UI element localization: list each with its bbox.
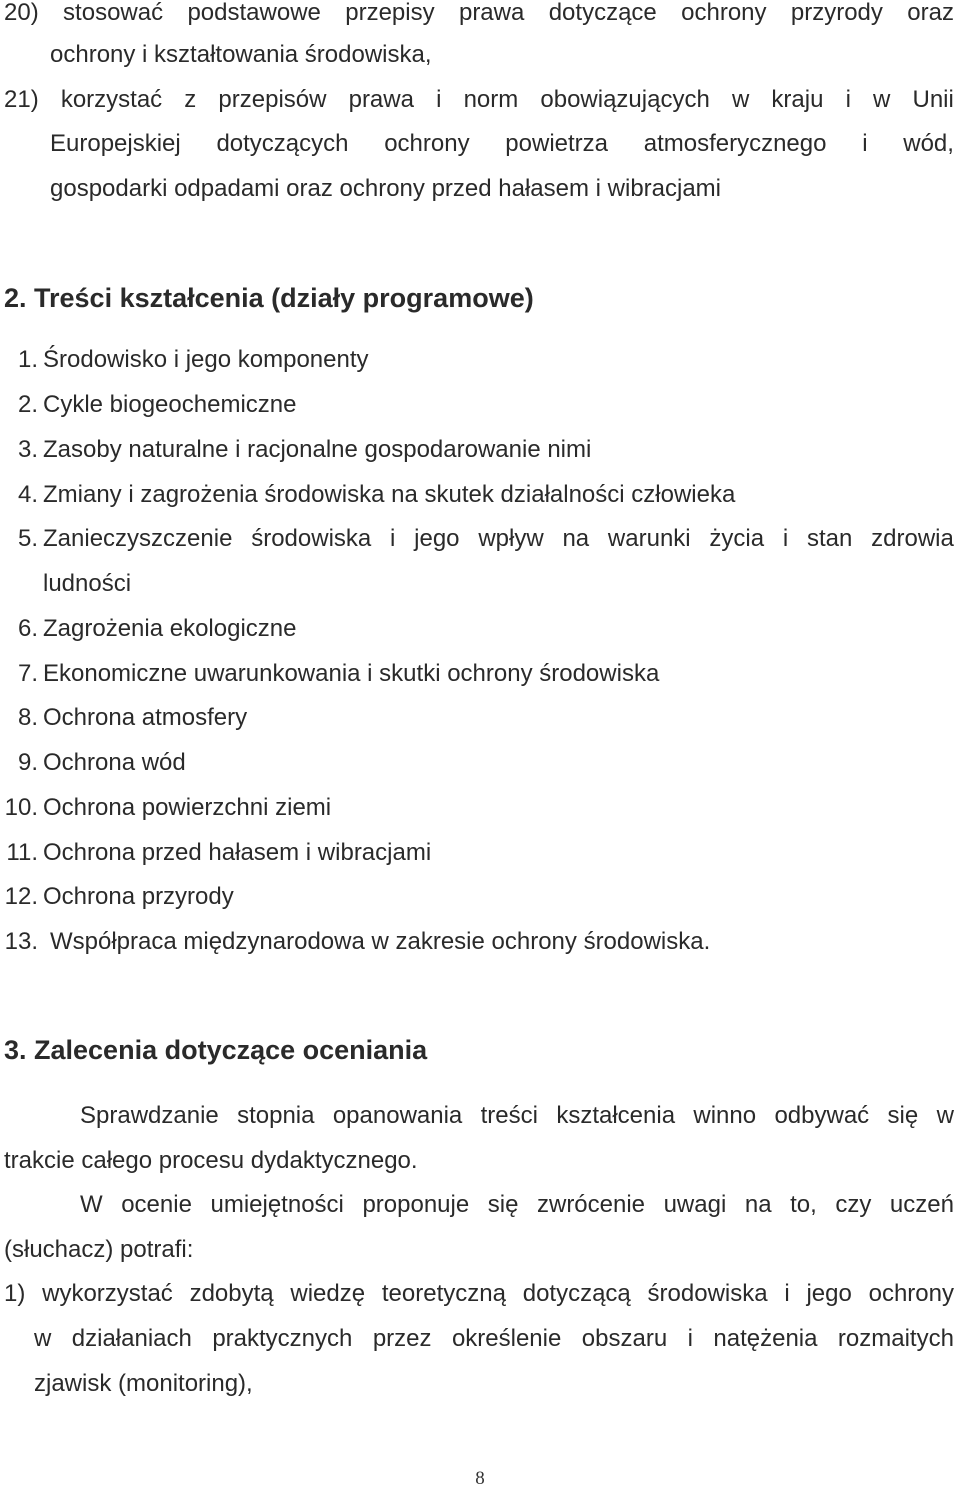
list-number: 8.: [17, 704, 38, 731]
word: na: [744, 1191, 772, 1218]
word: przepisów: [218, 86, 327, 113]
word: podstawowe: [187, 0, 321, 26]
word: i: [436, 86, 442, 113]
list-item-text: Cykle biogeochemiczne: [43, 391, 297, 418]
word: stosować: [63, 0, 164, 26]
paragraph-1-line1: [80, 1101, 954, 1131]
list-number: 1.: [17, 346, 38, 373]
word: środowiska: [647, 1280, 768, 1307]
word: dotyczące: [548, 0, 657, 26]
word: przez: [372, 1325, 432, 1352]
word: W: [80, 1191, 103, 1218]
word: ocenie: [121, 1191, 192, 1218]
word: w: [34, 1325, 52, 1352]
word: ochrony: [384, 130, 470, 157]
list-number: 11.: [6, 839, 38, 866]
word: Zanieczyszczenie: [43, 525, 233, 552]
list-number: 9.: [17, 749, 38, 776]
word: treści: [480, 1102, 538, 1129]
word: i: [784, 1280, 790, 1307]
word: prawa: [348, 86, 414, 113]
list-number: 13.: [4, 928, 38, 955]
list-item-text: Ochrona wód: [43, 749, 186, 776]
word: kształcenia: [556, 1102, 676, 1129]
word: zdobytą: [189, 1280, 274, 1307]
list-item-text: Zagrożenia ekologiczne: [43, 615, 297, 642]
word: zdrowia: [871, 525, 954, 552]
word: oraz: [907, 0, 954, 26]
list-item-text: Zasoby naturalne i racjonalne gospodarowanie nimi: [43, 436, 592, 463]
word: się: [887, 1102, 919, 1129]
word: winno: [693, 1102, 757, 1129]
list-number: 10.: [4, 794, 38, 821]
word: norm: [463, 86, 519, 113]
criteria-item-1-line3: zjawisk (monitoring),: [34, 1370, 253, 1397]
word: i: [687, 1325, 693, 1352]
list-item-text: Współpraca międzynarodowa w zakresie ochrony środowiska.: [50, 928, 711, 955]
word: życia: [709, 525, 765, 552]
word: w: [873, 86, 891, 113]
word: odbywać: [774, 1102, 870, 1129]
criteria-item-1-line2: [34, 1324, 954, 1354]
word: korzystać: [60, 86, 163, 113]
paragraph-2-line1: [80, 1190, 954, 1220]
word: jego: [414, 525, 460, 552]
list-item-text: Ochrona powierzchni ziemi: [43, 794, 332, 821]
list-number: 7.: [17, 660, 38, 687]
word: i: [782, 525, 789, 552]
list-number: 4.: [17, 481, 38, 508]
word: jego: [806, 1280, 852, 1307]
word: i: [862, 130, 868, 157]
word: 20): [4, 0, 39, 26]
word: się: [487, 1191, 519, 1218]
word: Unii: [912, 86, 954, 113]
word: proponuje: [362, 1191, 470, 1218]
word: z: [184, 86, 197, 113]
word: teoretyczną: [381, 1280, 506, 1307]
word: ochrony: [868, 1280, 954, 1307]
word: wiedzę: [290, 1280, 366, 1307]
word: i: [845, 86, 851, 113]
word: na: [562, 525, 590, 552]
list-item-text: Środowisko i jego komponenty: [43, 346, 369, 373]
list-item-21-line1: [4, 85, 954, 115]
list-item-text: [43, 524, 954, 554]
list-item-text: Ochrona przed hałasem i wibracjami: [43, 839, 432, 866]
word: uczeń: [889, 1191, 954, 1218]
word: ochrony: [681, 0, 767, 26]
word: przyrody: [790, 0, 883, 26]
list-item-20-line1: [4, 0, 954, 28]
word: dotyczących: [216, 130, 349, 157]
section-3-heading: 3. Zalecenia dotyczące oceniania: [4, 1035, 428, 1065]
list-item-20-line2: ochrony i kształtowania środowiska,: [50, 41, 432, 68]
word: środowiska: [251, 525, 372, 552]
word: umiejętności: [210, 1191, 344, 1218]
word: 21): [4, 86, 39, 113]
word: Europejskiej: [50, 130, 181, 157]
criteria-item-1-line1: [4, 1279, 954, 1309]
section-2-heading: 2. Treści kształcenia (działy programowe): [4, 283, 534, 313]
paragraph-2-line2: (słuchacz) potrafi:: [4, 1236, 194, 1263]
word: działaniach: [71, 1325, 192, 1352]
list-item-text: Ochrona atmosfery: [43, 704, 248, 731]
list-item-text: Zmiany i zagrożenia środowiska na skutek działalności człowieka: [43, 481, 736, 508]
word: warunki: [607, 525, 691, 552]
list-number: 2.: [17, 391, 38, 418]
word: natężenia: [713, 1325, 818, 1352]
list-item-text: Ochrona przyrody: [43, 883, 234, 910]
word: i: [390, 525, 396, 552]
list-item-21-line3: gospodarki odpadami oraz ochrony przed hałasem i wibracjami: [50, 175, 722, 202]
word: obowiązujących: [540, 86, 710, 113]
word: uwagi: [663, 1191, 727, 1218]
word: zwrócenie: [536, 1191, 646, 1218]
list-item-21-line2: [50, 129, 954, 159]
list-number: 6.: [17, 615, 38, 642]
word: wykorzystać: [42, 1280, 173, 1307]
word: opanowania: [332, 1102, 463, 1129]
word: przepisy: [345, 0, 435, 26]
word: wpływ: [478, 525, 544, 552]
list-number: 12.: [4, 883, 38, 910]
word: obszaru: [581, 1325, 668, 1352]
word: to,: [790, 1191, 817, 1218]
word: kraju: [771, 86, 824, 113]
list-number: 5.: [17, 525, 38, 552]
word: Sprawdzanie: [80, 1102, 219, 1129]
list-item-text: Ekonomiczne uwarunkowania i skutki ochrony środowiska: [43, 660, 660, 687]
word: czy: [835, 1191, 872, 1218]
page-number: 8: [475, 1468, 485, 1489]
paragraph-1-line2: trakcie całego procesu dydaktycznego.: [4, 1147, 418, 1174]
word: stopnia: [237, 1102, 315, 1129]
word: powietrza: [505, 130, 609, 157]
list-item-text-continued: ludności: [43, 570, 132, 597]
word: atmosferycznego: [643, 130, 827, 157]
word: praktycznych: [212, 1325, 353, 1352]
word: stan: [807, 525, 853, 552]
word: prawa: [458, 0, 525, 26]
word: rozmaitych: [837, 1325, 954, 1352]
word: w: [936, 1102, 954, 1129]
word: wód,: [903, 130, 954, 157]
word: w: [731, 86, 750, 113]
word: 1): [4, 1280, 26, 1307]
list-number: 3.: [17, 436, 38, 463]
word: określenie: [451, 1325, 562, 1352]
word: dotyczącą: [522, 1280, 631, 1307]
